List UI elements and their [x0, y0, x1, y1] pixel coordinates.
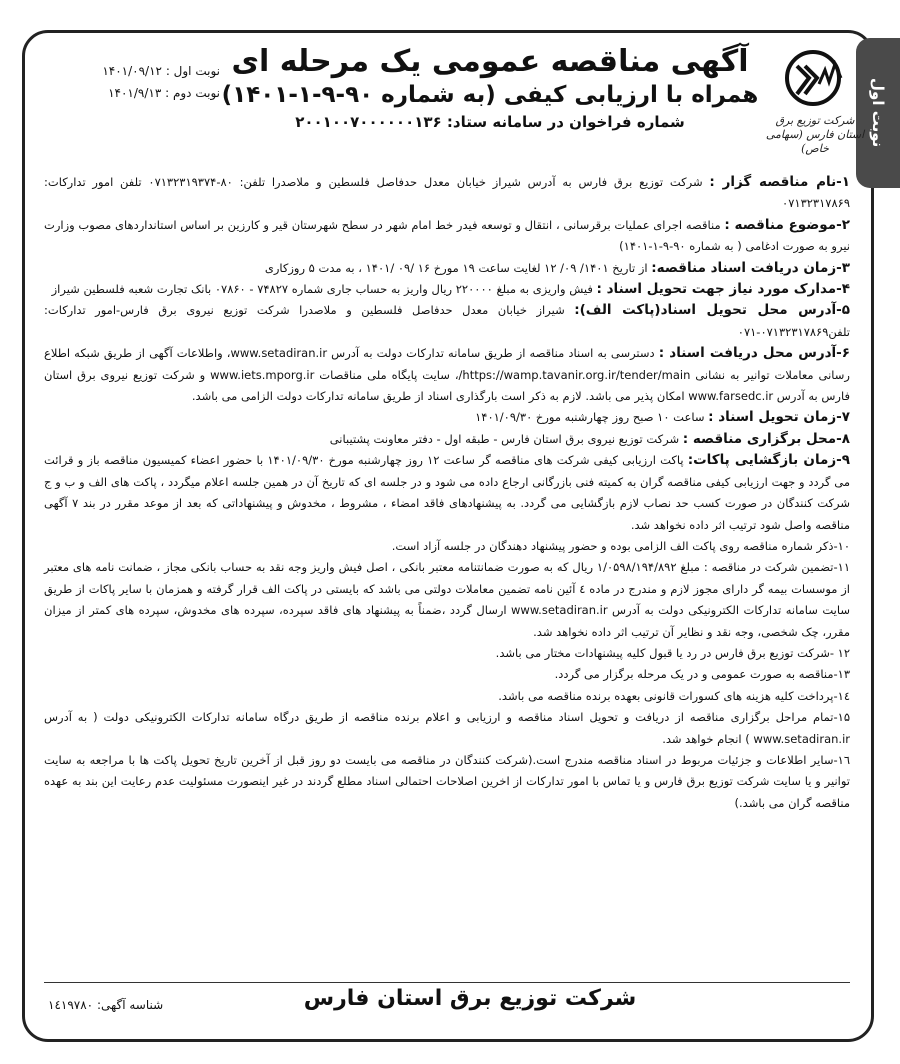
clause-item: ۵-آدرس محل تحویل اسناد(پاکت الف): شیراز خیابان معدل حدفاصل فلسطین و ملاصدرا شرکت توزیع نیروی برق فارس-امور تدارکات: تلفن۰۷۱۳۲۳۱۷۸۶۹-۰۷۱ [44, 302, 850, 339]
power-tower-icon [783, 48, 847, 110]
clause-item: ۶-آدرس محل دریافت اسناد : دسترسی به اسناد مناقصه از طریق سامانه تدارکات دولت به آدرس www.setadiran.ir، واطلاعات آگهی از طریق شبکه اطلاع رسانی معاملات توانیر به نشانی https://wamp.tavanir.org.ir/tender/main/، سایت پایگاه ملی مناقصات www.iets.mporg.ir و شرکت توزیع نیروی برق استان فارس به آدرس www.farsedc.ir امکان پذیر می باشد. لازم به ذکر است بارگذاری اسناد از طریق سامانه تدارکات دولت الزامی می باشد. [44, 345, 851, 404]
page-subtitle: همراه با ارزیابی کیفی (به شماره ۹۰-۹-۱-۱۴۰۱) [221, 82, 759, 108]
clause-item: ۱٤-پرداخت کلیه هزینه های کسورات قانونی بعهده برنده مناقصه می باشد. [498, 688, 850, 703]
page-header [220, 44, 760, 134]
clause-item: ۲-موضوع مناقصه : مناقصه اجرای عملیات برقرسانی ، انتقال و توسعه فیدر خط امام شهر در سطح شهرستان قیر و کارزین بر اساس استانداردهای مصوب وزارت نیرو به صورت ادغامی ( به شماره ۹۰-۹-۱-۱۴۰۱) [44, 216, 850, 254]
footer-company-name: شرکت توزیع برق استان فارس [303, 986, 637, 1011]
clause-item: ۱۱-تضمین شرکت در مناقصه : مبلغ ۱/۰۵۹۸/۱۹۴/۸۹۲ ریال که به صورت ضمانتنامه معتبر بانکی ، اصل فیش واریز وجه نقد به حساب بانکی مجاز ، ضمانت نامه های معتبر از موسسات بیمه گر دارای مجوز لازم و مندرج در ماده ٤ آئین نامه تضمین معاملات دولتی می باشد که بایستی در پاکت الف قرار گرفته و همزمان با سایر پاکات از طریق سایت سامانه تدارکات الکترونیکی دولت به آدرس www.setadiran.ir ارسال گردد ،ضمناً به پیشنهاد های فاقد سپرده، سپرده های مخدوش، سپرده های کمتر از میزان مقرر، چک شخصی، وجه نقد و نظایر آن ترتیب اثر داده نخواهد شد. [44, 560, 850, 639]
clause-item: ۹-زمان بازگشایی پاکات: پاکت ارزیابی کیفی شرکت های مناقصه گر ساعت ۱۲ روز چهارشنبه مورخ ۱۴۰۱/۰۹/۳۰ با حضور اعضاء کمیسیون مناقصه باز و قرائت می گردد و جهت ارزیابی کیفی مناقصه گران به کمیته فنی بازرگانی ارجاع داده می شود و در جلسه ای که تاریخ آن در همین جلسه اعلام میگردد ، پاکت های الف و ب و ج شرکت کنندگان در صورت کسب حد نصاب لازم بازگشایی می گردد. به پیشنهادهای فاقد امضاء ، مشروط ، مخدوش و پیشنهاداتی که بعد از موعد مقرر در بند ۷ آگهی مناقصه واصل شود ترتیب اثر داده نخواهد شد. [44, 452, 851, 532]
page-title: آگهی مناقصه عمومی یک مرحله ای [231, 44, 749, 79]
first-publication-date: نوبت اول : ۱۴۰۱/۰۹/۱۲ [102, 64, 220, 78]
clause-item: ۱٦-سایر اطلاعات و جزئیات مربوط در اسناد مناقصه مندرج است.(شرکت کنندگان در مناقصه می بایست دو روز قبل از آخرین تاریخ تحویل پاکت ها با مراجعه به سایت توانیر و یا سایت شرکت توزیع برق فارس و یا تماس با امور تدارکات از اخرین اصلاحات احتمالی اسناد مطلع گردند در غیر اینصورت مسئولیت عدم رعایت این بند به عهده مناقصه گران می باشد.) [44, 752, 850, 810]
setad-number: شماره فراخوان در سامانه ستاد: ۲۰۰۱۰۰۷۰۰۰۰۰۰۱۳۶ [295, 113, 685, 131]
publication-dates [40, 60, 220, 104]
clause-item: ۱۵-تمام مراحل برگزاری مناقصه از دریافت و تحویل اسناد مناقصه و ارزیابی و اعلام برنده مناقصه از طریق درگاه سامانه تدارکات الکترونیکی دولت ( به آدرس www.setadiran.ir ) انجام خواهد شد. [44, 710, 850, 746]
clause-item: ۱۳-مناقصه به صورت عمومی و در یک مرحله برگزار می گردد. [554, 667, 850, 682]
clause-item: ۱۰-ذکر شماره مناقصه روی پاکت الف الزامی بوده و حضور پیشنهاد دهندگان در جلسه آزاد است. [391, 538, 850, 553]
clause-item: ۸-محل برگزاری مناقصه : شرکت توزیع نیروی برق استان فارس - طبقه اول - دفتر معاونت پشتیبانی [329, 430, 850, 447]
side-tab-label: نوبت اول [869, 78, 887, 148]
tender-clauses [44, 172, 850, 814]
clause-item: ۱۲ -شرکت توزیع برق فارس در رد یا قبول کلیه پیشنهادات مختار می باشد. [495, 645, 850, 660]
company-logo [760, 48, 870, 158]
footer-divider [44, 982, 850, 983]
second-publication-date: نوبت دوم : ۱۴۰۱/۹/۱۳ [108, 86, 220, 100]
ad-identifier: شناسه آگهی: ۱٤۱۹۷۸۰ [48, 998, 164, 1012]
logo-caption-company: شرکت توزیع برق [775, 114, 855, 127]
clause-item: ۱-نام مناقصه گزار : شرکت توزیع برق فارس به آدرس شیراز خیابان معدل حدفاصل فلسطین و ملاصدرا تلفن: ۸۰-۰۷۱۳۲۳۱۹۳۷۴ تلفن امور تدارکات: ۰۷۱۳۲۳۱۷۸۶۹ [44, 174, 850, 211]
clause-item: ۳-زمان دریافت اسناد مناقصه: از تاریخ ۱۴۰۱/ ۰۹/ ۱۲ لغایت ساعت ۱۹ مورخ ۱۶ /۰۹ /۱۴۰۱ ، به مدت ۵ روزکاری [264, 259, 850, 276]
logo-caption-province: استان فارس (سهامی خاص) [765, 128, 865, 155]
clause-item: ۴-مدارک مورد نیاز جهت تحویل اسناد : فیش واریزی به مبلغ ۲۲۰۰۰۰ ریال واریز به حساب جاری شماره ۷۴۸۲۷ - ۰۷۸۶۰ بانک تجارت شعبه فلسطین شیراز [51, 281, 850, 298]
clause-item: ۷-زمان تحویل اسناد : ساعت ۱۰ صبح روز چهارشنبه مورخ ۱۴۰۱/۰۹/۳۰ [475, 409, 850, 426]
